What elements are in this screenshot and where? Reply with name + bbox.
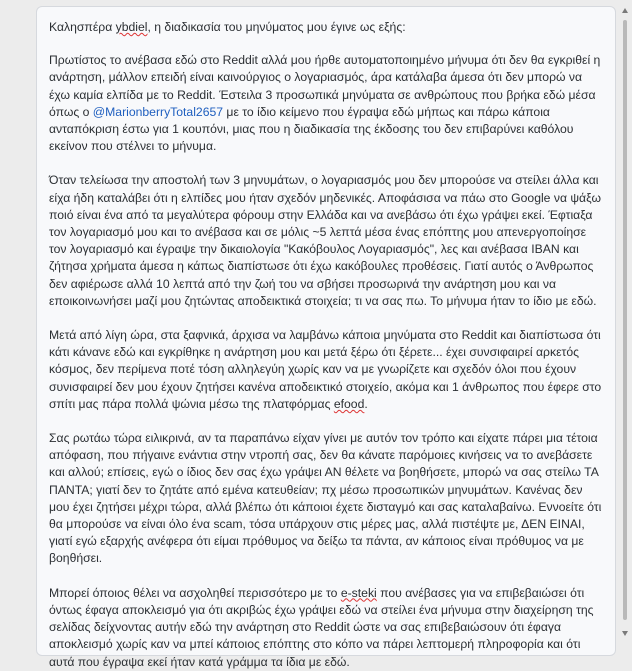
user-mention-link[interactable]: @MarionberryTotal2657 <box>92 104 224 119</box>
paragraph-5-text-a: Μπορεί όποιος θέλει να ασχοληθεί περισσότερο με το <box>49 585 341 600</box>
scroll-down-arrow-icon[interactable] <box>622 631 628 636</box>
paragraph-3 <box>49 327 603 413</box>
spellcheck-word-efood: efood <box>333 396 365 411</box>
paragraph-5 <box>49 585 603 671</box>
paragraph-1 <box>49 52 603 155</box>
scrollbar-thumb[interactable] <box>623 20 627 620</box>
comment-editor[interactable] <box>36 6 616 669</box>
spellcheck-word-esteki: e-steki <box>340 585 377 600</box>
greeting-line <box>49 19 603 36</box>
greeting-suffix: , η διαδικασία του μηνύματος μου έγινε ως εξής: <box>147 20 406 34</box>
paragraph-5-text-b: που ανέβασες για να επιβεβαιώσει ότι όντως έφαγα αποκλεισμό για ότι ακριβώς έχω γράψει εδώ να στείλει ένα μήνυμα στην διαχείρηση της σελίδας δείχνοντας αυτήν εδώ την ανάρτηση στο Reddit ώστε να σας επιβεβαιώσουν ότι έφαγα αποκλεισμό χωρίς καν να μπεί κάποιος επόπτης στο κόπο να πάρει λεπτομερή πληροφορία και ότι αυτά που έγραψα εκεί ήταν κατά γράμμα τα ίδια με εδώ. <box>49 585 594 669</box>
paragraph-3-text-b: . <box>364 396 368 411</box>
scrollbar[interactable] <box>620 6 630 638</box>
paragraph-1-text-b: με το ίδιο κείμενο που έγραψα εδώ μήπως και πάρω κάποια ανταπόκριση έστω για 1 κουπόνι, μιας που η διαδικασία της έκδοσης του δεν επιβαρύνει καθόλου εκείνον που στέλνει το μήνυμα. <box>49 104 574 154</box>
scroll-up-arrow-icon[interactable] <box>622 8 628 13</box>
paragraph-1-text-a: Πρωτίστος το ανέβασα εδώ στο Reddit αλλά μου ήρθε αυτοματοποιημένο μήνυμα ότι δεν θα εγκριθεί η ανάρτηση, μάλλον επειδή είναι καινούργιος ο λογαριασμός, άρα κατάλαβα άμεσα ότι δεν μπορώ να έχω καμία ελπίδα με το Reddit. Έστειλα 3 προσωπικά μηνύματα σε ανθρώπους που βρήκα εδώ μέσα όπως ο <box>49 53 601 119</box>
greeting-prefix: Καλησπέρα <box>49 20 116 34</box>
paragraph-4: Σας ρωτάω τώρα ειλικρινά, αν τα παραπάνω είχαν γίνει με αυτόν τον τρόπο και είχατε πάρει μια τέτοια απόφαση, που πήγαινε ενάντια στην ντροπή σας, δεν θα κάνατε παρόμοιες κινήσεις να το ανεβάσετε και αλλού; επίσεις, εγώ ο ίδιος δεν σας έχω γράψει ΑΝ θέλετε να βοηθήσετε, μπορώ να σας στείλω ΤΑ ΠΑΝΤΑ; γιατί δεν το ζητάτε από εμένα κατευθείαν; πχ μέσω προσωπικών μηνυμάτων. Κανένας δεν μου έχει ζητήσει μέχρι τώρα, αλλά βλέπω ότι κάποιοι έχετε δισταγμό και σας καταλαβαίνω. Εννοείτε ότι θα μπορούσε να είναι όλο ένα scam, τόσα υπάρχουν στις μέρες μας, αλλά πιστέψτε με, ΔΕΝ ΕΙΝΑΙ, γιατί εγώ εξαρχής ανέφερα ότι είμαι πρόθυμος να δείξω τα πάντα, αν κάποιος είναι πρόθυμος να με βοηθήσει. <box>49 431 602 566</box>
paragraph-2: Όταν τελείωσα την αποστολή των 3 μηνυμάτων, ο λογαριασμός μου δεν μπορούσε να στείλει άλλα και είχα ήδη καταλάβει ότι η ελπίδες μου ήταν σχεδόν μηδενικές. Αποφάσισα να πάω στο Google να ψάξω ποιό είναι ένα από τα μεγαλύτερα φόρουμ στην Ελλάδα και να ανεβάσω ότι έχω γράψει εκεί. Έφτιαξα τον λογαριασμό μου και το ανέβασα και σε μόλις ~5 λεπτά μέσα ένας επόπτης μου απενεργοποίησε τον λογαριασμό και έγραψε την δικαιολογία "Κακόβουλος Λογαριασμός", λες και ανέβασα IBAN και ζήτησα χρήματα άμεσα η κάπως διαπίστωσε ότι έχω κακόβουλες προθέσεις. Γιατί αυτός ο Άνθρωπος δεν αφιέρωσε αλλά 10 λεπτά από την ζωή του να σβήσει προσωρινά την ανάρτηση μου και να εποικοινωνήσει μαζί μου ζητώντας αποδεικτικά στοιχεία; τι να σας πω. Το μήνυμα ήταν το ίδιο με εδώ. <box>49 173 602 308</box>
paragraph-3-text-a: Μετά από λίγη ώρα, στα ξαφνικά, άρχισα να λαμβάνω κάποια μηνύματα στο Reddit και διαπίστωσα ότι κάτι κάνανε εδώ και εγκρίθηκε η ανάρτηση μου και μετά ξέρω ότι ξέρετε... έχει συνσιφαιρεί αρκετός κόσμος, δεν περίμενα ποτέ τόση αλληλεγύη χωρίς καν να με γνωρίζετε και σχεδόν όλοι που έχουν συνισφαιρεί δεν μου έχουν ζητήσει κανένα αποδεικτικό στοιχείο, ακόμα και 1 άνθρωπος που έφερε στο σπίτι μας πάρα πολλά ψώνια μέσω της πλατφόρμας <box>49 328 602 411</box>
username-mention: ybdiel <box>115 20 148 34</box>
